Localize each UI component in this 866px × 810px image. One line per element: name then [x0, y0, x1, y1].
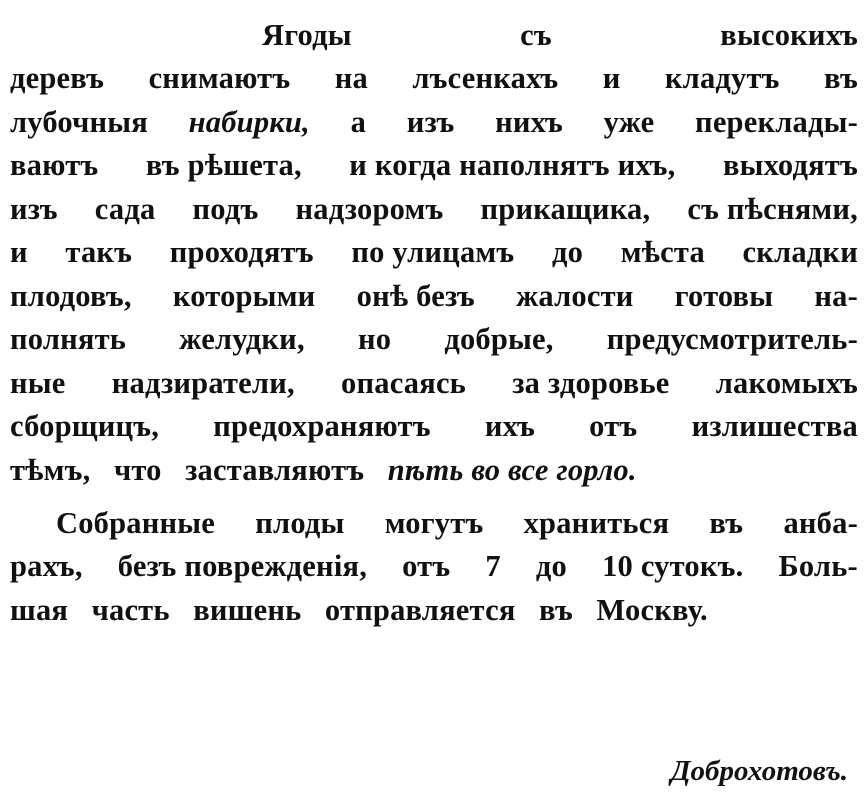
paragraph-2	[10, 502, 858, 632]
text-word: изъ	[406, 104, 455, 139]
text-line	[10, 275, 858, 318]
text-word: до	[535, 549, 568, 584]
text-word: высокихъ	[720, 18, 858, 52]
text-word: храниться	[523, 505, 670, 540]
text-word: изъ	[10, 191, 58, 226]
text-word: нихъ	[495, 104, 563, 139]
text-word: полнять	[10, 322, 127, 357]
text-word-italic: пѣть во все горло.	[387, 452, 637, 487]
text-word: тѣмъ,	[10, 452, 91, 487]
text-word: ваютъ	[10, 148, 99, 183]
text-line	[10, 589, 858, 632]
text-line	[10, 188, 858, 231]
text-word: сборщицъ,	[10, 409, 160, 444]
paragraph-1	[10, 14, 858, 492]
text-line	[10, 14, 858, 57]
text-word: деревъ	[10, 61, 105, 96]
text-word: анба-	[783, 505, 858, 540]
text-word: складки	[742, 235, 858, 270]
text-word: Москву.	[596, 592, 708, 627]
text-word: мѣста	[620, 235, 705, 270]
text-word: сада	[94, 191, 156, 226]
text-word: по улицамъ	[351, 235, 515, 270]
text-word-italic: набирки,	[188, 104, 310, 139]
text-word: готовы	[674, 278, 774, 313]
text-word: излишества	[691, 409, 858, 444]
text-word: плодовъ,	[10, 278, 132, 313]
text-word: проходятъ	[169, 235, 314, 270]
text-word: а	[350, 104, 367, 139]
text-word: но	[357, 322, 392, 357]
text-word: лубочныя	[10, 104, 148, 139]
text-word: и	[10, 235, 28, 270]
text-word: предусмотритель-	[606, 322, 858, 357]
text-word: въ	[824, 61, 858, 96]
text-word: отправляется	[324, 592, 516, 627]
text-line	[10, 545, 858, 588]
text-word: съ пѣснями,	[687, 191, 858, 226]
text-line	[10, 101, 858, 144]
text-word: предохраняютъ	[213, 409, 431, 444]
text-word: Боль-	[778, 549, 858, 584]
text-word: ные	[10, 365, 66, 400]
text-word: уже	[603, 104, 655, 139]
text-word: на-	[814, 278, 858, 313]
text-word: надзоромъ	[295, 191, 444, 226]
text-line	[10, 362, 858, 405]
text-word: отъ	[402, 549, 451, 584]
text-word: снимаютъ	[148, 61, 291, 96]
text-line	[10, 502, 858, 545]
text-word: опасаясь	[341, 365, 467, 400]
text-word: переклады-	[695, 104, 858, 139]
text-word: добрые,	[444, 322, 554, 357]
text-word: плоды	[255, 505, 345, 540]
text-word: и когда наполнятъ ихъ,	[349, 148, 676, 183]
text-word: рахъ,	[10, 549, 83, 584]
text-line	[10, 231, 858, 274]
text-word: на	[334, 61, 368, 96]
text-word: прикащика,	[480, 191, 651, 226]
text-word: за здоровье	[512, 365, 670, 400]
text-word: что	[113, 452, 162, 487]
text-word: онѣ безъ	[356, 278, 475, 313]
text-word: желудки,	[179, 322, 305, 357]
text-word: въ	[539, 592, 573, 627]
text-line	[10, 144, 858, 187]
text-word: могутъ	[384, 505, 484, 540]
text-word: которыми	[172, 278, 316, 313]
text-word: кладутъ	[664, 61, 780, 96]
text-word: безъ поврежденія,	[117, 549, 368, 584]
text-line	[10, 57, 858, 100]
text-word: Ягоды	[262, 18, 352, 52]
text-word: выходятъ	[722, 148, 858, 183]
text-word: подъ	[192, 191, 259, 226]
author-signature: Доброхотовъ.	[670, 755, 848, 787]
text-word: ихъ	[484, 409, 535, 444]
text-word: заставляютъ	[185, 452, 365, 487]
text-word: часть	[91, 592, 170, 627]
text-word: въ	[709, 505, 744, 540]
text-word: 7	[485, 549, 501, 584]
text-word: Собранные	[56, 505, 216, 540]
text-word: жалости	[516, 278, 634, 313]
text-word: 10 сутокъ.	[602, 549, 744, 584]
text-word: отъ	[589, 409, 638, 444]
text-line	[10, 318, 858, 361]
text-word: лакомыхъ	[715, 365, 858, 400]
text-word: лъсенкахъ	[412, 61, 559, 96]
text-word: шая	[10, 592, 69, 627]
document-text-body	[10, 14, 858, 632]
text-word: съ	[520, 18, 552, 52]
text-line	[10, 405, 858, 448]
text-word: такъ	[65, 235, 133, 270]
text-word: и	[602, 61, 621, 96]
text-line	[10, 449, 858, 492]
text-word: въ рѣшета,	[145, 148, 302, 183]
text-word: вишень	[193, 592, 302, 627]
text-word: надзиратели,	[111, 365, 295, 400]
text-word: до	[551, 235, 584, 270]
